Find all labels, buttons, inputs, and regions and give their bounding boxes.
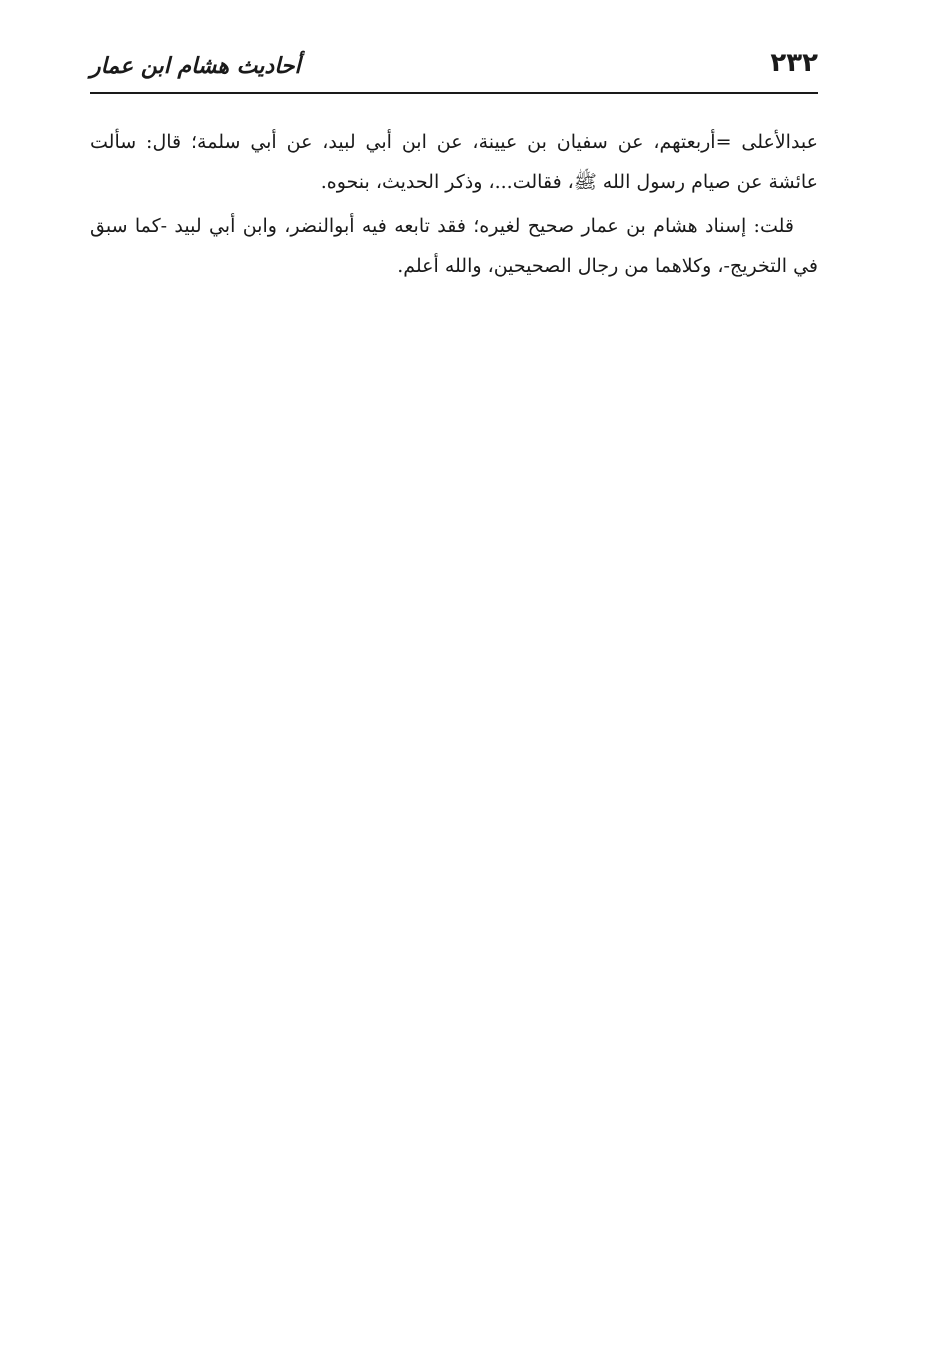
running-title: أحاديث هشام ابن عمار bbox=[90, 54, 301, 79]
body-text bbox=[90, 122, 818, 290]
page-header bbox=[90, 48, 818, 92]
paragraph: قلت: إسناد هشام بن عمار صحيح لغيره؛ فقد تابعه فيه أبوالنضر، وابن أبي لبيد -كما سبق في التخريج-، وكلاهما من رجال الصحيحين، والله أعلم. bbox=[90, 215, 818, 277]
paragraph: عبدالأعلى =أربعتهم، عن سفيان بن عيينة، عن ابن أبي لبيد، عن أبي سلمة؛ قال: سألت عائشة عن صيام رسول الله ﷺ، فقالت...، وذكر الحديث، بنحوه. bbox=[90, 131, 818, 193]
header-divider bbox=[90, 92, 818, 94]
page-number: ٢٣٢ bbox=[770, 48, 818, 78]
